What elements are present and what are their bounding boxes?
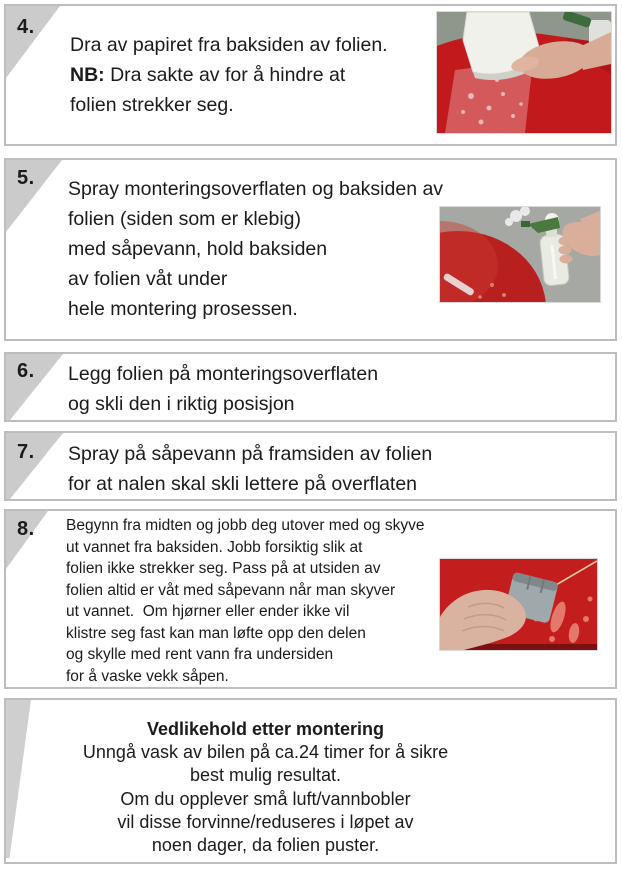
text-line: og skylle med rent vann fra undersiden <box>66 646 334 663</box>
text-line: med såpevann, hold baksiden <box>68 238 328 260</box>
text-line: ut vannet fra baksiden. Jobb forsiktig slik at <box>66 538 363 556</box>
text-line: noen dager, da folien puster. <box>151 835 380 856</box>
text-line: og skli den i riktig posisjon <box>68 393 295 415</box>
text-line: best mulig resultat. <box>189 765 342 786</box>
spray-bottle-photo-illustration <box>440 207 600 302</box>
maintenance-box <box>4 698 617 864</box>
step-number: 8. <box>17 518 35 540</box>
step-5-box <box>4 158 617 341</box>
step-number: 5. <box>17 167 35 189</box>
text-line: for å vaske vekk såpen. <box>66 667 229 685</box>
text-line: Spray på såpevann på framsiden av folien <box>68 443 433 465</box>
text-line: Spray monteringsoverflaten og baksiden av <box>68 178 444 200</box>
text-line: klistre seg fast kan man løfte opp den delen <box>66 624 366 642</box>
text-line: Legg folien på monteringsoverflaten <box>68 363 379 385</box>
step-6-box <box>4 352 617 422</box>
maintenance-title: Vedlikehold etter montering <box>146 719 385 739</box>
step-4-photo <box>437 12 611 133</box>
peel-film-photo-illustration <box>437 12 611 133</box>
text-line: Om du opplever små luft/vannbobler <box>120 788 411 809</box>
step-number: 7. <box>17 441 35 463</box>
text-line: folien altid er våt med såpevann når man skyver <box>66 581 396 599</box>
text-line: vil disse forvinne/reduseres i løpet av <box>117 811 414 832</box>
step-4-box <box>4 4 617 146</box>
text-line: NB: Dra sakte av for å hindre at <box>70 64 346 86</box>
text-line: for at nalen skal skli lettere på overflaten <box>68 473 418 495</box>
step-number: 6. <box>17 360 35 382</box>
step-5-text <box>68 174 443 324</box>
text-line: Dra av papiret fra baksiden av folien. <box>70 34 388 56</box>
step-8-photo <box>440 559 597 650</box>
step-6-text <box>68 359 378 419</box>
text-line: folien (siden som er klebig) <box>68 208 302 230</box>
text-line: folien ikke strekker seg. Pass på at utsiden av <box>66 560 381 577</box>
text-line: folien strekker seg. <box>70 94 234 116</box>
text-line: Unngå vask av bilen på ca.24 timer for å sikre <box>82 742 449 763</box>
text-line: av folien våt under <box>68 268 228 290</box>
text-line: Begynn fra midten og jobb deg utover med og skyve <box>66 517 425 534</box>
step-4-text <box>70 30 388 120</box>
step-number: 4. <box>17 16 35 38</box>
squeegee-photo-illustration <box>440 559 597 650</box>
step-7-text <box>68 439 432 499</box>
maintenance-text <box>16 718 515 857</box>
nb-label: NB: <box>70 64 105 86</box>
step-8-box <box>4 509 617 689</box>
step-5-photo <box>440 207 600 302</box>
step-7-box <box>4 431 617 501</box>
text-line: hele montering prosessen. <box>68 298 298 320</box>
step-8-text <box>66 515 424 687</box>
text-line: ut vannet. Om hjørner eller ender ikke vil <box>66 603 350 620</box>
